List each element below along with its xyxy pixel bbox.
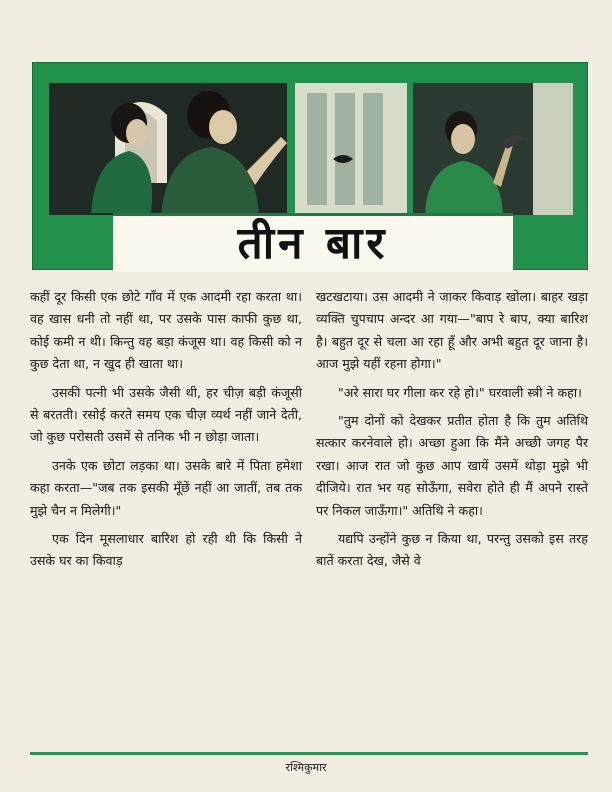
paragraph: "तुम दोनों को देखकर प्रतीत होता है कि तुम अतिथि सत्कार करनेवाले हो। अच्छा हुआ कि मैंने अच्छी जगह पैर रखा। आज रात जो कुछ आप खायें उसमें थोड़ा मुझे भी दीजिये। रात भर यह सोऊँगा, सवेरा होते ही मैं अपने रास्ते पर निकल जाऊँगा।" अतिथि ने कहा। bbox=[316, 413, 588, 518]
paragraph: उनके एक छोटा लड़का था। उसके बारे में पिता हमेशा कहा करता—"जब तक इसकी मूँछें नहीं आ जातीं, तब तक मुझे चैन न मिलेगी।" bbox=[30, 457, 302, 518]
story-title: तीन बार bbox=[237, 218, 389, 269]
paragraph: "अरे सारा घर गीला कर रहे हो।" घरवाली स्त्री ने कहा। bbox=[338, 384, 582, 400]
left-column bbox=[30, 286, 302, 579]
title-banner bbox=[113, 213, 513, 272]
paragraph: एक दिन मूसलाधार बारिश हो रही थी कि किसी ने उसके घर का किवाड़ bbox=[30, 531, 302, 569]
paragraph: खटखटाया। उस आदमी ने जाकर किवाड़ खोला। बाहर खड़ा व्यक्ति चुपचाप अन्दर आ गया—"बाप रे बाप, क्या बारिश है। बहुत दूर से चला आ रहा हूँ और अभी बहुत दूर जाना है। आज मुझे यहीं रहना होगा।" bbox=[316, 289, 588, 372]
footer-rule bbox=[30, 752, 588, 755]
paragraph: यद्यपि उन्होंने कुछ न किया था, परन्तु उसको इस तरह बातें करता देख, जैसे वे bbox=[316, 531, 588, 569]
paragraph: कहीं दूर किसी एक छोटे गाँव में एक आदमी रहा करता था। वह खास धनी तो नहीं था, पर उसके पास काफी कुछ था, कोई कमी न थी। किन्तु वह बड़ा कंजूस था। वह किसी को न कुछ देता था, न खुद ही खाता था। bbox=[30, 289, 302, 372]
paragraph: उसकी पत्नी भी उसके जैसी थी, हर चीज़ बड़ी कंजूसी से बरतती। रसोई करते समय एक चीज़ व्यर्थ नहीं जाने देती, जो कुछ परोसती उसमें से तनिक भी न छोड़ा जाता। bbox=[30, 384, 302, 445]
header-illustration bbox=[32, 62, 588, 270]
author-credit: रश्मिकुमार bbox=[285, 761, 327, 774]
right-column bbox=[316, 286, 588, 579]
